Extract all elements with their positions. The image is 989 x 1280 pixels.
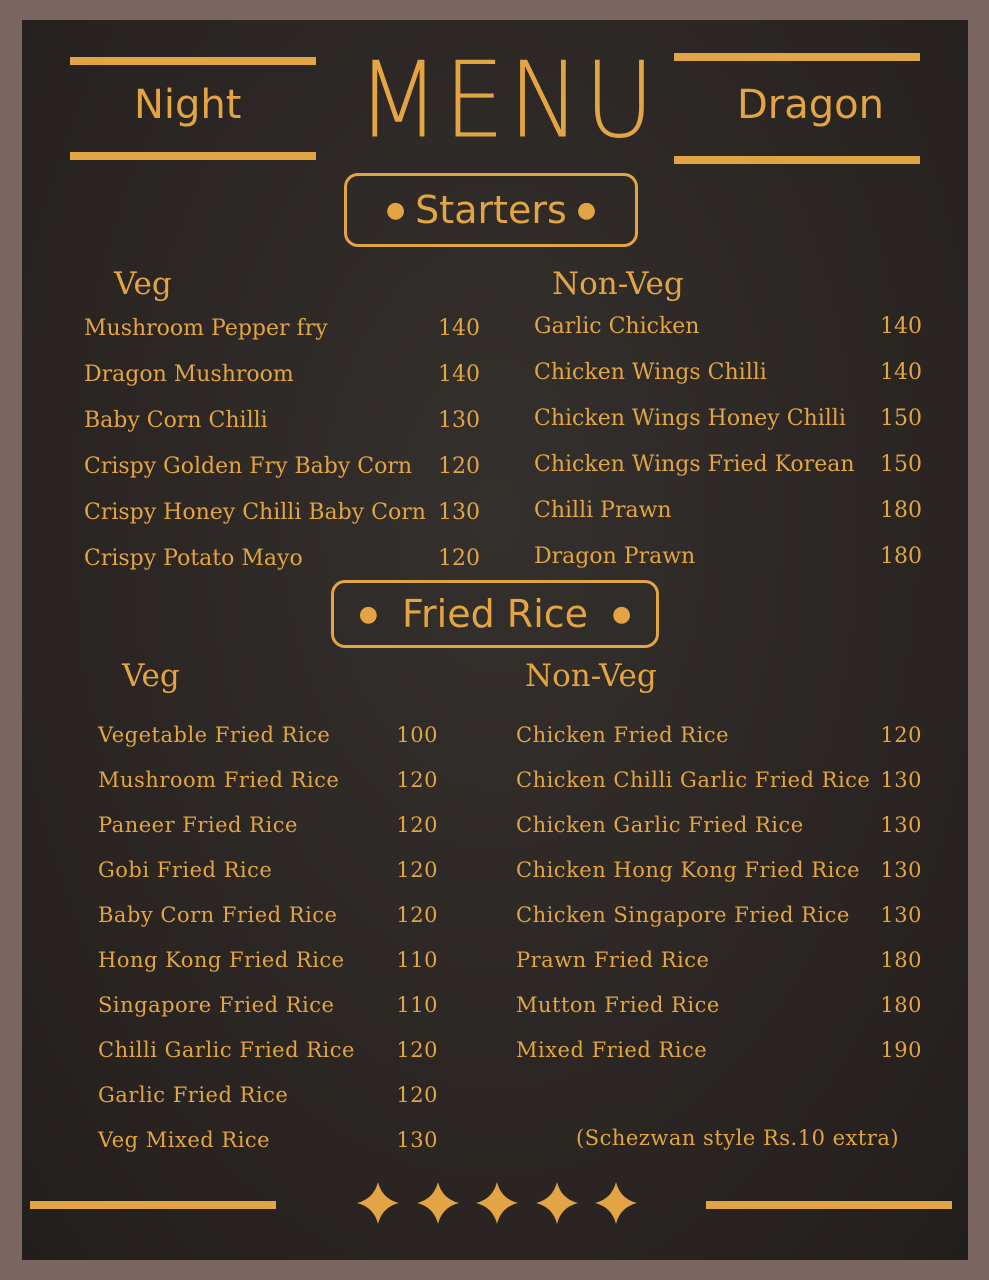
item-name: Baby Corn Fried Rice bbox=[98, 903, 338, 927]
item-price: 130 bbox=[880, 858, 922, 882]
item-price: 120 bbox=[396, 903, 438, 927]
fried-rice-nonveg-list bbox=[516, 720, 922, 1080]
list-item bbox=[516, 720, 922, 765]
list-item bbox=[534, 450, 922, 496]
menu-title: MENU bbox=[357, 38, 659, 162]
starters-nonveg-list bbox=[534, 312, 922, 588]
item-name: Dragon Mushroom bbox=[84, 362, 294, 387]
list-item bbox=[98, 765, 438, 810]
item-price: 180 bbox=[880, 498, 922, 523]
item-price: 120 bbox=[396, 813, 438, 837]
bullet-icon: ● bbox=[576, 197, 597, 223]
header-right-top-bar bbox=[674, 53, 920, 61]
item-name: Garlic Fried Rice bbox=[98, 1083, 289, 1107]
list-item bbox=[98, 945, 438, 990]
list-item bbox=[534, 358, 922, 404]
item-name: Mutton Fried Rice bbox=[516, 993, 720, 1017]
footer-right-bar bbox=[706, 1201, 952, 1209]
list-item bbox=[98, 900, 438, 945]
starters-heading: Starters bbox=[415, 188, 567, 232]
item-name: Chicken Hong Kong Fried Rice bbox=[516, 858, 861, 882]
item-name: Gobi Fried Rice bbox=[98, 858, 273, 882]
brand-word-left: Night bbox=[134, 82, 242, 128]
item-name: Chicken Wings Fried Korean bbox=[534, 452, 855, 477]
bullet-icon: ● bbox=[358, 601, 378, 627]
header-left-top-bar bbox=[70, 57, 316, 65]
list-item bbox=[98, 720, 438, 765]
fried-rice-veg-label: Veg bbox=[122, 658, 180, 694]
fried-rice-heading: Fried Rice bbox=[401, 592, 589, 636]
item-name: Garlic Chicken bbox=[534, 314, 700, 339]
bullet-icon: ● bbox=[612, 601, 632, 627]
item-price: 140 bbox=[880, 314, 922, 339]
list-item bbox=[516, 945, 922, 990]
header-left-bottom-bar bbox=[70, 152, 316, 160]
list-item bbox=[516, 810, 922, 855]
fried-rice-veg-list bbox=[98, 720, 438, 1170]
item-name: Chicken Fried Rice bbox=[516, 723, 730, 747]
item-price: 120 bbox=[396, 1083, 438, 1107]
schezwan-note: (Schezwan style Rs.10 extra) bbox=[576, 1126, 900, 1150]
list-item bbox=[516, 765, 922, 810]
item-name: Baby Corn Chilli bbox=[84, 408, 268, 433]
item-price: 120 bbox=[438, 454, 480, 479]
item-name: Paneer Fried Rice bbox=[98, 813, 298, 837]
item-price: 180 bbox=[880, 948, 922, 972]
item-price: 130 bbox=[438, 500, 480, 525]
list-item bbox=[516, 900, 922, 945]
item-price: 150 bbox=[880, 406, 922, 431]
list-item bbox=[516, 990, 922, 1035]
star-icon bbox=[417, 1182, 459, 1224]
list-item bbox=[84, 498, 480, 544]
item-price: 110 bbox=[396, 948, 438, 972]
star-icon bbox=[476, 1182, 518, 1224]
list-item bbox=[98, 990, 438, 1035]
list-item bbox=[534, 312, 922, 358]
fried-rice-badge bbox=[331, 580, 659, 648]
item-name: Singapore Fried Rice bbox=[98, 993, 335, 1017]
item-price: 130 bbox=[880, 903, 922, 927]
brand-word-right: Dragon bbox=[737, 82, 884, 128]
item-name: Prawn Fried Rice bbox=[516, 948, 710, 972]
item-price: 130 bbox=[396, 1128, 438, 1152]
list-item bbox=[98, 1035, 438, 1080]
item-price: 130 bbox=[880, 768, 922, 792]
item-name: Crispy Honey Chilli Baby Corn bbox=[84, 500, 426, 525]
header-right-bottom-bar bbox=[674, 156, 920, 164]
item-name: Chilli Garlic Fried Rice bbox=[98, 1038, 355, 1062]
item-price: 140 bbox=[438, 362, 480, 387]
footer-stars bbox=[357, 1182, 637, 1224]
fried-rice-nonveg-label: Non-Veg bbox=[525, 658, 657, 694]
list-item bbox=[84, 452, 480, 498]
list-item bbox=[516, 855, 922, 900]
item-name: Mushroom Pepper fry bbox=[84, 316, 328, 341]
item-price: 130 bbox=[880, 813, 922, 837]
star-icon bbox=[536, 1182, 578, 1224]
list-item bbox=[84, 314, 480, 360]
starters-veg-label: Veg bbox=[114, 266, 172, 302]
item-price: 180 bbox=[880, 993, 922, 1017]
list-item bbox=[98, 1080, 438, 1125]
list-item bbox=[84, 406, 480, 452]
starters-nonveg-label: Non-Veg bbox=[552, 266, 684, 302]
item-price: 120 bbox=[396, 768, 438, 792]
item-price: 140 bbox=[438, 316, 480, 341]
item-name: Chicken Chilli Garlic Fried Rice bbox=[516, 768, 871, 792]
item-name: Chicken Wings Honey Chilli bbox=[534, 406, 846, 431]
item-name: Crispy Golden Fry Baby Corn bbox=[84, 454, 413, 479]
item-name: Vegetable Fried Rice bbox=[98, 723, 331, 747]
item-name: Mushroom Fried Rice bbox=[98, 768, 340, 792]
item-price: 180 bbox=[880, 544, 922, 569]
list-item bbox=[98, 855, 438, 900]
item-price: 120 bbox=[438, 546, 480, 571]
item-price: 110 bbox=[396, 993, 438, 1017]
item-price: 120 bbox=[396, 858, 438, 882]
list-item bbox=[98, 810, 438, 855]
list-item bbox=[534, 496, 922, 542]
starters-badge bbox=[344, 173, 638, 247]
item-price: 190 bbox=[880, 1038, 922, 1062]
item-name: Mixed Fried Rice bbox=[516, 1038, 708, 1062]
item-name: Chicken Singapore Fried Rice bbox=[516, 903, 850, 927]
menu-board bbox=[22, 20, 968, 1260]
item-price: 140 bbox=[880, 360, 922, 385]
list-item bbox=[84, 360, 480, 406]
item-name: Chicken Garlic Fried Rice bbox=[516, 813, 804, 837]
item-name: Hong Kong Fried Rice bbox=[98, 948, 345, 972]
item-price: 100 bbox=[396, 723, 438, 747]
item-name: Crispy Potato Mayo bbox=[84, 546, 303, 571]
list-item bbox=[516, 1035, 922, 1080]
item-name: Chilli Prawn bbox=[534, 498, 672, 523]
item-name: Veg Mixed Rice bbox=[98, 1128, 271, 1152]
item-price: 120 bbox=[396, 1038, 438, 1062]
item-price: 150 bbox=[880, 452, 922, 477]
star-icon bbox=[357, 1182, 399, 1224]
bullet-icon: ● bbox=[385, 197, 406, 223]
item-price: 120 bbox=[880, 723, 922, 747]
starters-veg-list bbox=[84, 314, 480, 590]
list-item bbox=[98, 1125, 438, 1170]
list-item bbox=[534, 404, 922, 450]
star-icon bbox=[595, 1182, 637, 1224]
item-price: 130 bbox=[438, 408, 480, 433]
item-name: Dragon Prawn bbox=[534, 544, 696, 569]
footer-left-bar bbox=[30, 1201, 276, 1209]
item-name: Chicken Wings Chilli bbox=[534, 360, 767, 385]
